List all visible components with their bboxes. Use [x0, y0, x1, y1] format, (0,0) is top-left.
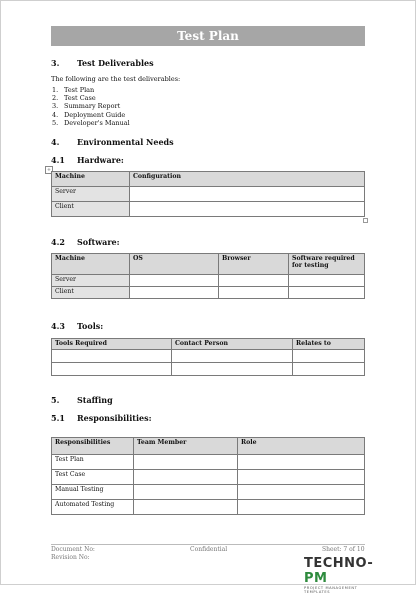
section-4-number: 4. [51, 137, 60, 147]
footer-sheet-number: Sheet: 7 of 10 [322, 546, 365, 553]
section-4-2-title: Software: [77, 237, 120, 247]
table-row [52, 455, 365, 470]
section-4-3-number: 4.3 [51, 321, 65, 331]
table-header: Contact Person [172, 339, 293, 350]
section-5-1-title: Responsibilities: [77, 413, 152, 423]
table-resize-handle[interactable] [363, 218, 368, 223]
table-cell: Manual Testing [52, 485, 134, 500]
table-header: Responsibilities [52, 438, 134, 455]
section-5-heading [51, 395, 113, 405]
table-cell[interactable] [172, 350, 293, 363]
section-5-title: Staffing [77, 395, 113, 405]
table-cell[interactable] [130, 287, 219, 299]
table-cell[interactable] [238, 470, 365, 485]
table-header: Tools Required [52, 339, 172, 350]
table-cell[interactable] [130, 187, 365, 202]
list-item: 1. Test Plan [52, 86, 95, 94]
table-cell[interactable] [52, 350, 172, 363]
footer-divider [51, 544, 365, 545]
table-cell: Client [52, 287, 130, 299]
table-row [52, 500, 365, 515]
table-cell: Test Plan [52, 455, 134, 470]
table-row [52, 275, 365, 287]
table-header: Machine [52, 254, 130, 275]
table-cell[interactable] [219, 287, 289, 299]
table-header: Software required for testing [289, 254, 365, 275]
table-header: Role [238, 438, 365, 455]
table-cell[interactable] [134, 455, 238, 470]
responsibilities-table [51, 437, 365, 515]
table-cell: Automated Testing [52, 500, 134, 515]
list-item: 5. Developer's Manual [52, 118, 130, 127]
page-title: Test Plan [51, 26, 365, 46]
table-cell[interactable] [134, 470, 238, 485]
table-header: OS [130, 254, 219, 275]
table-cell: Test Case [52, 470, 134, 485]
table-cell[interactable] [238, 455, 365, 470]
table-cell[interactable] [219, 275, 289, 287]
table-cell[interactable] [172, 363, 293, 376]
table-row [52, 350, 365, 363]
section-4-title: Environmental Needs [77, 137, 174, 147]
table-cell[interactable] [289, 275, 365, 287]
table-cell[interactable] [238, 500, 365, 515]
table-cell: Server [52, 275, 130, 287]
table-cell[interactable] [134, 485, 238, 500]
section-5-number: 5. [51, 395, 60, 405]
section-5-1-number: 5.1 [51, 413, 65, 423]
footer-confidential: Confidential [190, 546, 228, 553]
list-item: 4. Deployment Guide [52, 110, 126, 119]
table-cell[interactable] [130, 275, 219, 287]
hardware-table [51, 171, 365, 217]
table-cell[interactable] [293, 363, 365, 376]
table-header: Browser [219, 254, 289, 275]
table-cell[interactable] [130, 202, 365, 217]
table-cell: Server [52, 187, 130, 202]
table-row [52, 470, 365, 485]
section-4-1-number: 4.1 [51, 155, 65, 165]
section-4-1-heading [51, 155, 124, 165]
techno-pm-logo: TECHNO-PM PROJECT MANAGEMENT TEMPLATES [304, 556, 374, 594]
table-cell[interactable] [289, 287, 365, 299]
software-table [51, 253, 365, 299]
section-3-title: Test Deliverables [77, 58, 154, 68]
table-header: Machine [52, 172, 130, 187]
list-item: 3. Summary Report [52, 102, 121, 111]
table-cell[interactable] [52, 363, 172, 376]
table-row [52, 363, 365, 376]
table-row [52, 287, 365, 299]
table-move-handle-icon[interactable]: + [46, 167, 52, 173]
deliverables-intro: The following are the test deliverables: [51, 75, 181, 83]
table-row [52, 485, 365, 500]
table-cell[interactable] [238, 485, 365, 500]
section-4-2-number: 4.2 [51, 237, 65, 247]
table-header: Configuration [130, 172, 365, 187]
section-4-2-heading [51, 237, 120, 247]
section-3-heading [51, 58, 154, 68]
table-header: Relates to [293, 339, 365, 350]
table-cell[interactable] [134, 500, 238, 515]
tools-table [51, 338, 365, 376]
table-cell[interactable] [293, 350, 365, 363]
table-row [52, 202, 365, 217]
footer-document-no: Document No: [51, 546, 95, 553]
list-item: 2. Test Case [52, 94, 96, 103]
section-4-3-title: Tools: [77, 321, 104, 331]
table-row [52, 187, 365, 202]
section-4-3-heading [51, 321, 103, 331]
section-3-number: 3. [51, 58, 60, 68]
table-cell: Client [52, 202, 130, 217]
section-4-heading [51, 137, 174, 147]
section-5-1-heading [51, 413, 152, 423]
deliverables-list [52, 86, 130, 127]
footer-revision-no: Revision No: [51, 554, 90, 561]
table-header: Team Member [134, 438, 238, 455]
section-4-1-title: Hardware: [77, 155, 124, 165]
